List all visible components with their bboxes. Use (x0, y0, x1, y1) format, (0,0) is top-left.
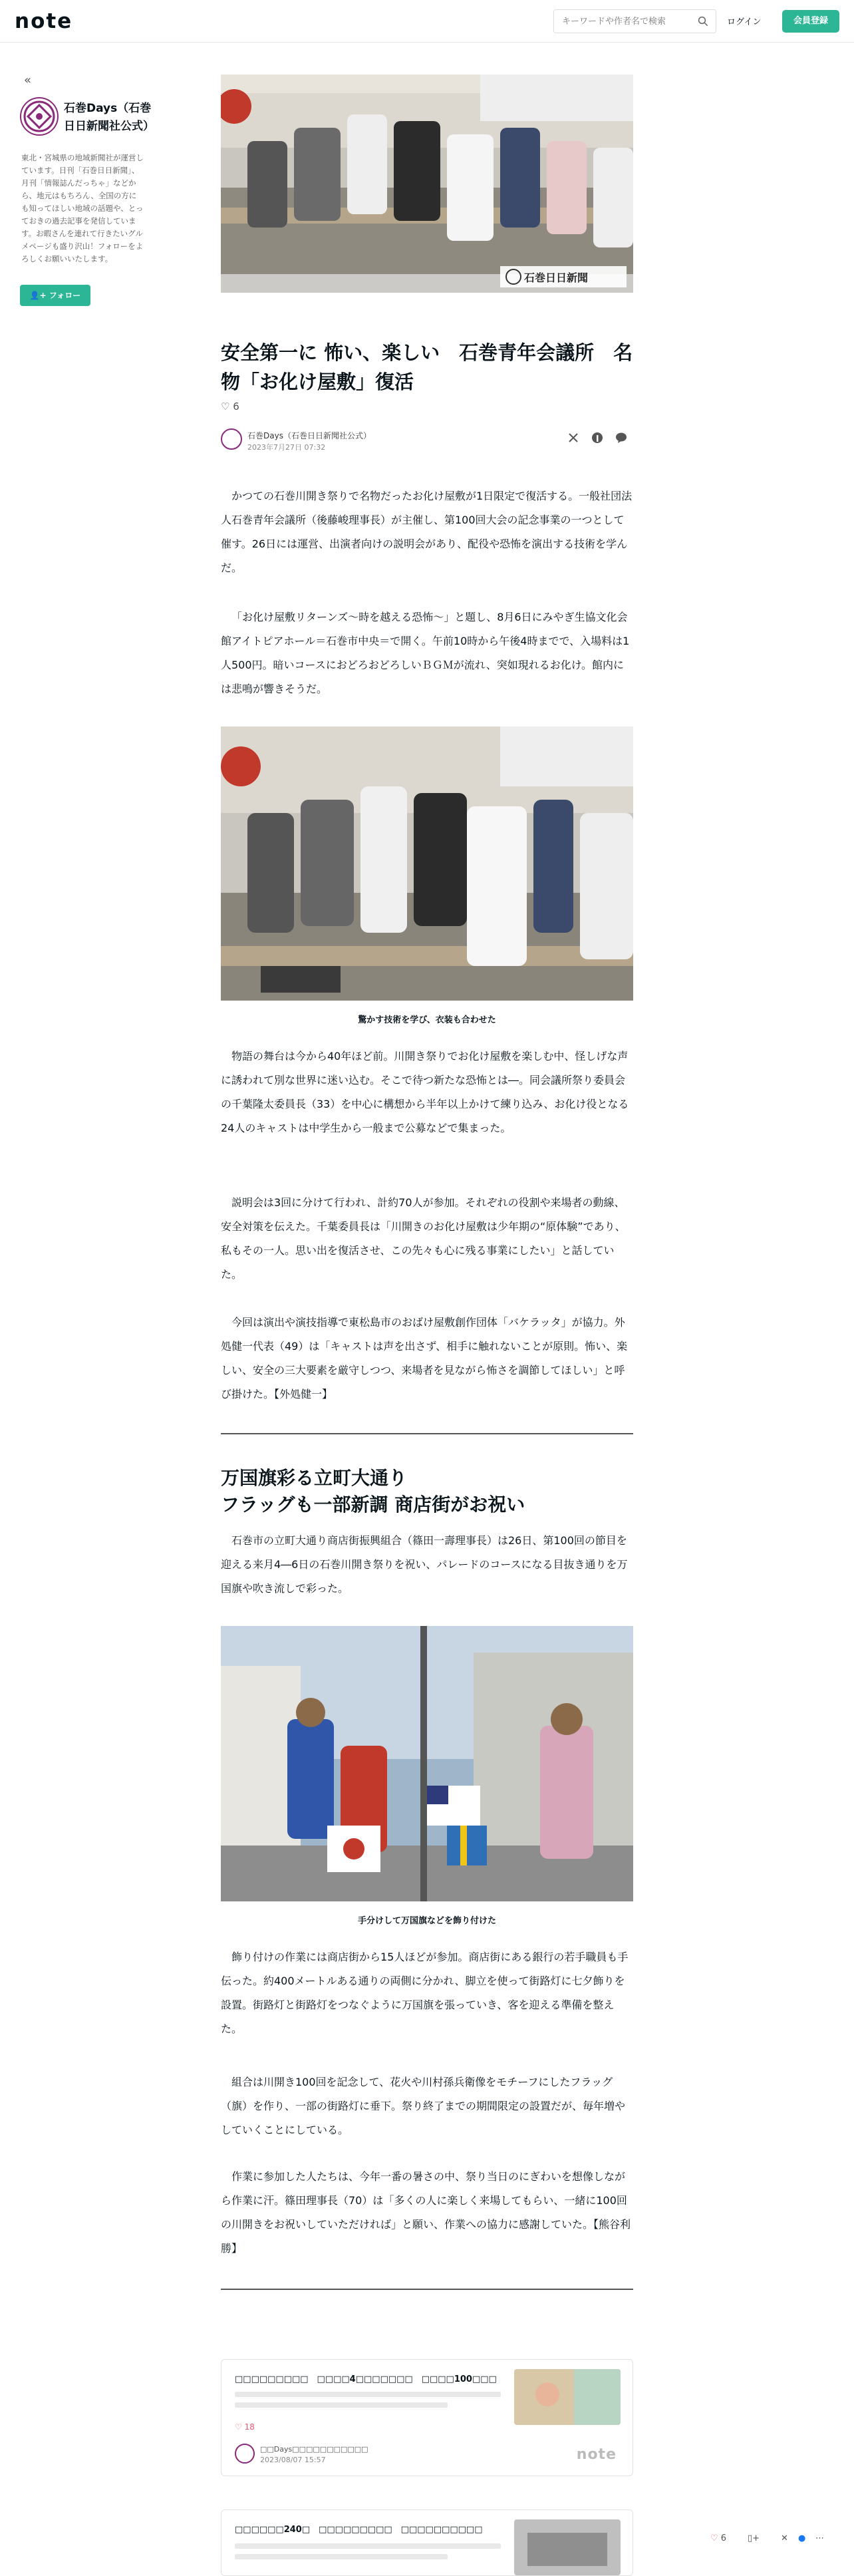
article-title: 安全第一に 怖い、楽しい 石巻青年会議所 名物「お化け屋敷」復活 (221, 341, 633, 393)
paragraph-8: 組合は川開き100回を記念して、花火や川村孫兵衛像をモチーフにしたフラッグ（旗）を作り、一部の街路灯に垂下。祭り終了までの期間限定の設置だが、毎年増やしていくことにしている。 (221, 2076, 626, 2136)
hero-photo (221, 75, 633, 293)
author-avatar[interactable] (20, 97, 59, 136)
search-input[interactable] (554, 10, 687, 33)
floating-like[interactable] (710, 2533, 726, 2548)
card-excerpt-line (235, 2402, 448, 2408)
heart-icon[interactable]: ♡ (221, 401, 230, 412)
paragraph-5: 今回は演出や演技指導で東松島市のおばけ屋敷創作団体「バケラッタ」が協力。外処健一代表（49）は「キャストは声を出さず、相手に触れないことが原則。怖い、楽しい、安全の三大要素を厳守しつつ、来場者を見ながら怖さを調節してほしい」と呼び掛けた。【外処健一】 (221, 1316, 628, 1400)
paragraph-1: かつての石巻川開き祭りで名物だったお化け屋敷が1日限定で復活する。一般社団法人石巻青年会議所（後藤峻理事長）が主催し、第100回大会の記念事業の一つとして催す。26日には運営、出演者向けの説明会があり、配役や恐怖を演出する技術を学んだ。 (221, 490, 633, 574)
section-heading: 万国旗彩る立町大通り フラッグも一部新調 商店街がお祝い (221, 1467, 525, 1516)
search-box[interactable] (553, 9, 716, 33)
search-icon[interactable] (697, 15, 709, 27)
card-date: 2023/08/07 15:57 (260, 2456, 326, 2464)
card-title[interactable]: □□□□□□240□ □□□□□□□□□ □□□□□□□□□□ (235, 2525, 483, 2535)
author-logo-icon (21, 98, 57, 134)
card-excerpt-line (235, 2543, 501, 2549)
like-number: 6 (233, 401, 239, 412)
note-logo[interactable]: note (15, 9, 73, 33)
follow-button[interactable] (20, 285, 90, 306)
heart-icon[interactable]: ♡ (710, 2533, 718, 2543)
card-thumbnail (514, 2369, 621, 2425)
photo-caption-2: 手分けして万国旗などを飾り付けた (357, 1916, 496, 1926)
author-name[interactable]: 石巻Days（石巻日日新聞社公式） (64, 102, 154, 133)
byline-avatar[interactable] (221, 428, 242, 450)
photo-caption-1: 驚かす技術を学び、衣装も合わせた (358, 1015, 496, 1025)
card-brand-logo: note (576, 2446, 617, 2463)
section-divider (221, 1433, 633, 1434)
article-photo-2 (221, 1626, 633, 1901)
byline-author[interactable]: 石巻Days（石巻日日新聞社公式） (247, 431, 371, 440)
follow-label: フォロー (49, 291, 81, 300)
magazine-add-icon[interactable]: ▯+ (748, 2533, 760, 2543)
article-photo-1 (221, 726, 633, 1001)
signup-button[interactable]: 会員登録 (782, 10, 839, 33)
paragraph-3: 物語の舞台は今から40年ほど前。川開き祭りでお化け屋敷を楽しむ中、怪しげな声に誘われて別な世界に迷い込む。そこで待つ新たな恐怖とは―。同会議所祭り委員会の千葉隆太委員長（33）を中心に構想から半年以上かけて練り込み、お化け役となる24人のキャストは中学生から一般まで公募などで集まった。 (221, 1050, 629, 1134)
x-share-icon[interactable] (567, 431, 580, 444)
line-share-icon[interactable] (615, 431, 628, 444)
paragraph-6: 石巻市の立町大通り商店街振興組合（篠田一壽理事長）は26日、第100回の節目を迎える来月4―6日の石巻川開き祭りを祝い、パレードのコースになる目抜き通りを万国旗や吹き流しで彩った。 (221, 1534, 628, 1595)
card-excerpt-line (235, 2554, 448, 2559)
floating-like-count: 6 (720, 2533, 727, 2543)
card-like-count[interactable]: ♡ 18 (235, 2422, 255, 2432)
card-author-avatar (235, 2444, 255, 2464)
byline-date: 2023年7月27日 07:32 (247, 443, 326, 452)
related-article-card[interactable] (221, 2509, 633, 2576)
author-description: 東北・宮城県の地域新聞社が運営しています。日刊「石巻日日新聞」、月刊「情報誌んだっちゃ」などから、地元はもちろん、全国の方にも知ってほしい地域の話題や、とっておきの過去記事を発信しています。お暇さんを連れて行きたいグルメページも盛り沢山！フォローをよろしくお願いいたします。 (21, 153, 144, 263)
add-user-icon: 👤+ (29, 291, 49, 300)
site-header (0, 0, 854, 43)
card-title[interactable]: □□□□□□□□□ □□□□4□□□□□□□ □□□□100□□□ (235, 2374, 497, 2384)
collapse-sidebar-icon[interactable]: « (24, 73, 32, 87)
related-article-card[interactable] (221, 2359, 633, 2476)
photo-watermark: 石巻日日新聞 (524, 271, 589, 284)
like-count[interactable] (221, 401, 239, 412)
more-icon[interactable]: ⋯ (815, 2533, 824, 2543)
facebook-share-icon[interactable] (591, 431, 604, 444)
card-excerpt-line (235, 2392, 501, 2397)
card-thumbnail (514, 2519, 621, 2575)
facebook-share-icon[interactable]: ● (798, 2533, 806, 2543)
card-author-name: □□Days□□□□□□□□□□□ (260, 2445, 368, 2454)
paragraph-4: 説明会は3回に分けて行われ、計約70人が参加。それぞれの役割や来場者の動線、安全対策を伝えた。千葉委員長は「川開きのお化け屋敷は少年期の“原体験”であり、私もその一人。思い出を復活させ、この先々も心に残る事業にしたい」と話していた。 (221, 1196, 626, 1281)
login-link[interactable]: ログイン (727, 17, 762, 27)
x-share-icon[interactable]: ✕ (781, 2533, 788, 2543)
paragraph-9: 作業に参加した人たちは、今年一番の暑さの中、祭り当日のにぎわいを想像しながら作業に汗。篠田理事長（70）は「多くの人に楽しく来場してもらい、一緒に100回の川開きをお祝いしていただければ」と願い、作業への協力に感謝していた。【熊谷利勝】 (221, 2170, 631, 2255)
paragraph-2: 「お化け屋敷リターンズ～時を越える恐怖～」と題し、8月6日にみやぎ生協文化会館アイトピアホール＝石巻市中央＝で開く。午前10時から午後4時までで、入場料は1人500円。暗いコースにおどろおどろしいＢＧＭが流れ、突如現れるお化け。館内には悲鳴が響きそうだ。 (221, 611, 630, 695)
article-end-divider (221, 2289, 633, 2290)
paragraph-7: 飾り付けの作業には商店街から15人ほどが参加。商店街にある銀行の若手職員も手伝った。約400メートルある通りの両側に分かれ、脚立を使って街路灯に七夕飾りを設置。街路灯と街路灯をつなぐように万国旗を張っていき、客を迎える準備を整えた。 (221, 1951, 629, 2035)
